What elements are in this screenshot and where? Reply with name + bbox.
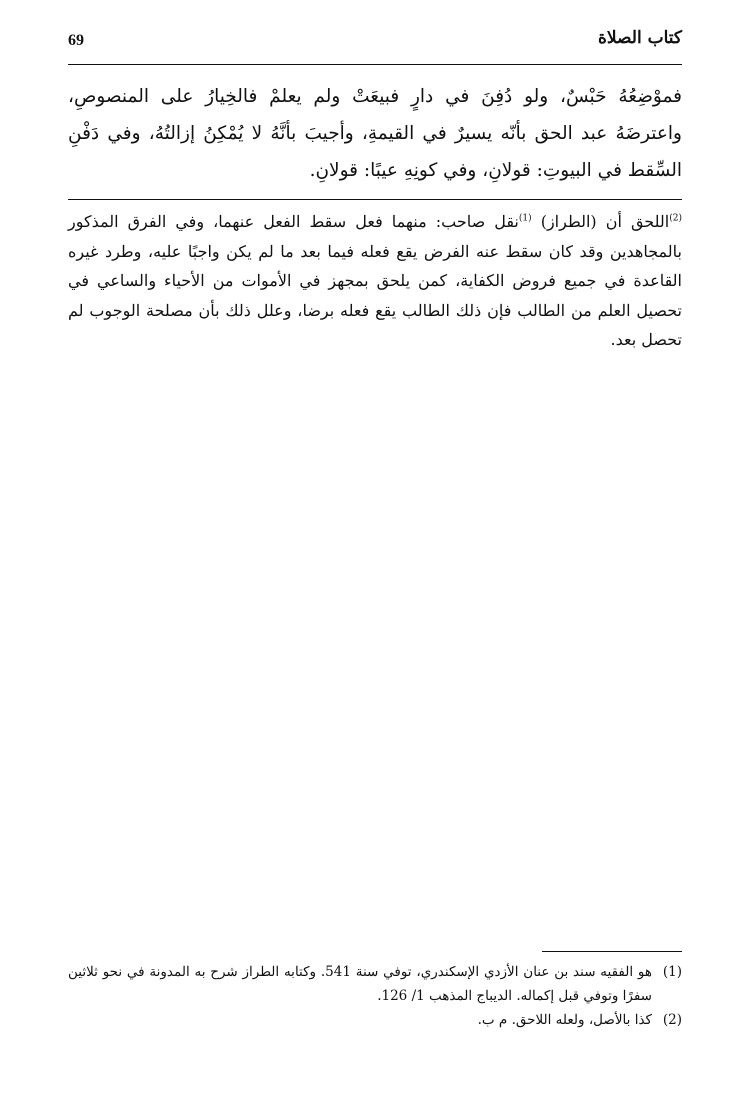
page-header: [68, 28, 682, 58]
main-text-paragraph: فموْضِعُهُ حَبْسٌ، ولو دُفِنَ في دارٍ فبيعَتْ ولم يعلمْ فالخِيارُ على المنصوصِ، واعترضَهُ عبد الحق بأنّه يسيرٌ في القيمةِ، وأجيبَ بأنَّهُ لا يُمْكِنُ إزالتُهُ، وفي دَفْنِ السِّقط في البيوتِ: قولانِ، وفي كونِهِ عيبًا: قولانِ.: [68, 86, 682, 181]
running-title: كتاب الصلاة: [597, 28, 682, 48]
footnote-rule: [542, 951, 682, 952]
footnote-text: كذا بالأصل، ولعله اللاحق. م ب.: [477, 1012, 652, 1028]
footnote-number: (1): [662, 964, 682, 980]
commentary-paragraph: [68, 207, 682, 355]
section-divider: [68, 199, 682, 200]
page-number: 69: [68, 32, 84, 49]
commentary-text-2: أن (الطراز): [531, 212, 631, 231]
footnote-item: [68, 960, 682, 1008]
header-rule: [68, 64, 682, 65]
commentary-text-1: اللحق: [630, 212, 670, 231]
footnote-text: هو الفقيه سند بن عنان الأزدي الإسكندري، توفي سنة 541. وكتابه الطراز شرح به المدونة في نحو ثلاثين سفرًا وتوفي قبل إكماله. الديباج المذهب 1/ 126.: [68, 964, 653, 1004]
commentary-text-3: نقل صاحب: منهما فعل سقط الفعل عنهما، وفي الفرق المذكور بالمجاهدين وقد كان سقط عنه الفرض يقع فعله فيما بعد ما لم يكن واجبًا عليه، وطرد غيره القاعدة في جميع فروض الكفاية، كمن يلحق بمجهز في الأموات من الأحياء والساعي في تحصيل العلم من الطالب فإن ذلك الطالب يقع فعله برضا، وعلل ذلك بأن مصلحة الوجوب لم تحصل بعد.: [68, 212, 682, 349]
footnote-marker-2: (2): [669, 213, 682, 224]
footnote-marker-1: (1): [518, 213, 532, 224]
footnote-number: (2): [662, 1012, 682, 1028]
footnotes: [68, 960, 682, 1032]
footnote-item: [68, 1008, 682, 1032]
